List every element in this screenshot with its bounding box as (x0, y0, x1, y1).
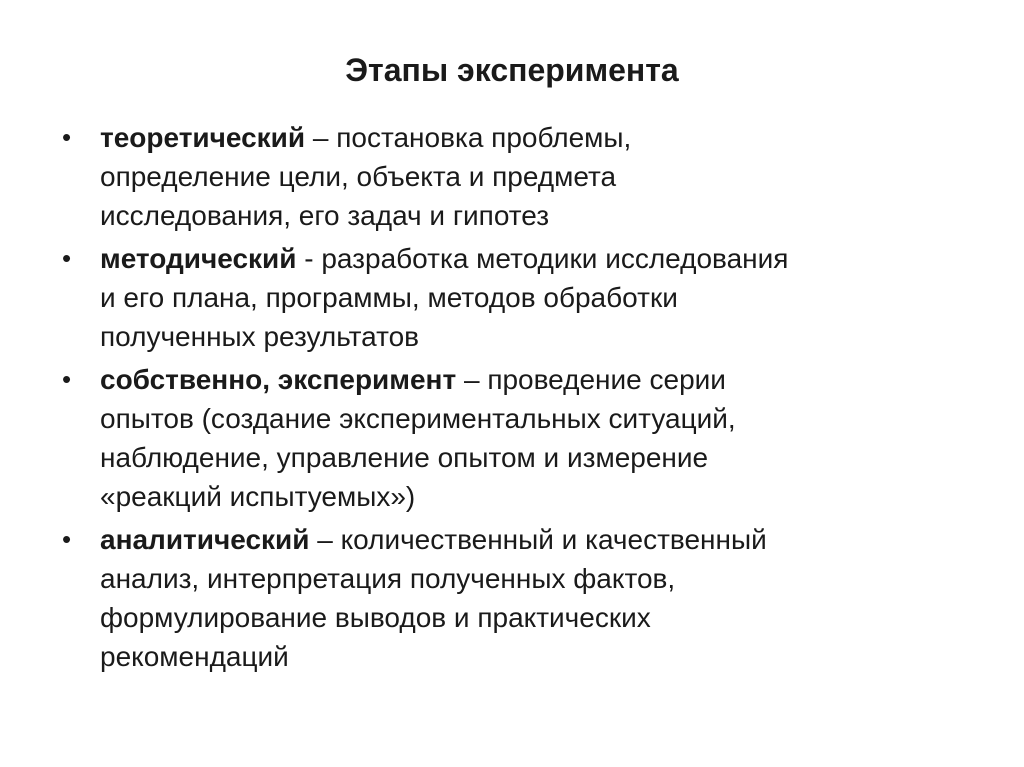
bullet-icon: • (62, 243, 72, 273)
bullet-item-methodical (58, 239, 973, 356)
bullet-text-line: исследования, его задач и гипотез (100, 200, 550, 231)
bullet-first-line (100, 360, 973, 399)
bullet-term: теоретический (100, 122, 306, 153)
bullet-first-line (100, 520, 973, 559)
bullet-term: методический (100, 243, 297, 274)
bullet-text: - разработка методики исследования (296, 243, 789, 274)
bullet-icon: • (62, 364, 72, 394)
bullet-list (58, 118, 973, 680)
bullet-text: – постановка проблемы, (305, 122, 632, 153)
bullet-text-line: формулирование выводов и практических (100, 602, 651, 633)
bullet-first-line (100, 239, 973, 278)
bullet-item-theoretical (58, 118, 973, 235)
bullet-text-line: анализ, интерпретация полученных фактов, (100, 563, 676, 594)
bullet-text-line: определение цели, объекта и предмета (100, 161, 617, 192)
bullet-text-line: и его плана, программы, методов обработки (100, 282, 678, 313)
bullet-text-line: полученных результатов (100, 321, 420, 352)
bullet-term: собственно, эксперимент (100, 364, 457, 395)
bullet-term: аналитический (100, 524, 310, 555)
bullet-text-line: наблюдение, управление опытом и измерение (100, 442, 709, 473)
bullet-text-line: рекомендаций (100, 641, 289, 672)
bullet-text: – проведение серии (456, 364, 726, 395)
bullet-first-line (100, 118, 973, 157)
bullet-text: – количественный и качественный (309, 524, 767, 555)
bullet-text-line: «реакций испытуемых») (100, 481, 416, 512)
slide-title: Этапы эксперимента (345, 52, 679, 88)
bullet-item-analytical (58, 520, 973, 676)
bullet-text-line: опытов (создание экспериментальных ситуаций, (100, 403, 736, 434)
bullet-icon: • (62, 122, 72, 152)
bullet-icon: • (62, 524, 72, 554)
bullet-item-experiment (58, 360, 973, 516)
